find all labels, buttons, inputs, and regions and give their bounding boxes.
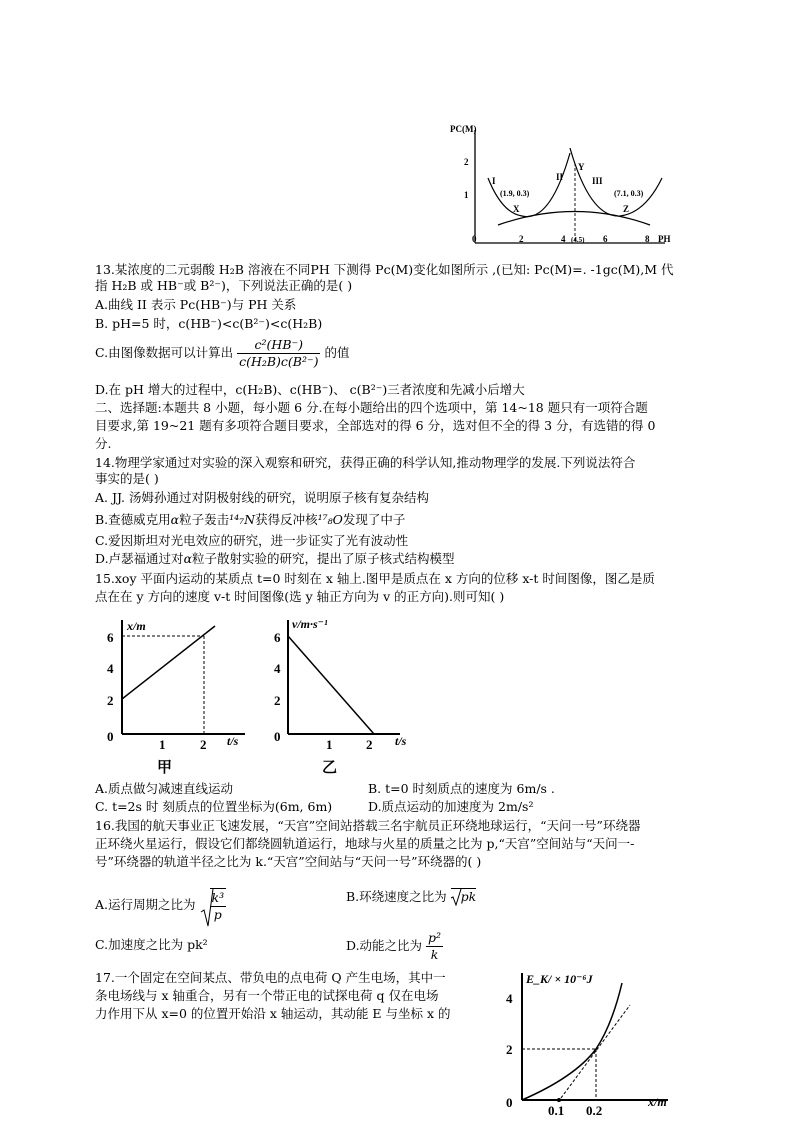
jia-caption: 甲 [157,760,173,776]
q13-option-a: A.曲线 II 表示 Pc(HB⁻)与 PH 关系 [95,297,297,312]
q14-option-d-suffix: 粒子散射实验的研究，提出了原子核式结构模型 [192,551,455,566]
pc-xtick-4: 4 [561,234,566,244]
q17-stem-line2: 条电场线与 x 轴重合，另有一个带正电的试探电荷 q 仅在电场 [95,988,439,1003]
section2-line1: 二、选择题:本题共 8 小题，每小题 6 分.在每小题给出的四个选项中，第 14~18 题只有一项符合题 [95,400,648,415]
jia-xtick-0: 0 [107,729,114,744]
q16-option-a-prefix: A.运行周期之比为 [95,897,196,912]
yi-ytick-6: 6 [274,630,281,645]
jia-xlabel: t/s [227,734,239,748]
jia-ytick-6: 6 [107,630,114,645]
q14-option-c: C.爱因斯坦对光电效应的研究，进一步证实了光有波动性 [95,533,409,548]
q16-option-d [346,930,443,963]
point-X-coord: (1.9, 0.3) [500,189,530,198]
pc-xtick-2: 2 [519,234,524,244]
q15-option-a: A.质点做匀减速直线运动 [95,781,234,796]
point-Y-label: Y [578,162,585,172]
ek-xlabel: x/m [648,1095,667,1109]
yi-xtick-2: 2 [366,737,373,752]
q14-option-b-prefix: B.查德威克用 [95,512,171,527]
section2-line2: 目要求,第 19~21 题有多项符合题目要求，全部选对的得 6 分，选对但不全的得 3 分，有选错的得 0 [95,418,656,433]
vt-graph-yi [270,612,420,777]
pc-xtick-45: (4.5) [571,236,585,244]
nitrogen-isotope: ¹⁴₇N [229,512,256,527]
q16-option-b-prefix: B.环绕速度之比为 [346,889,447,904]
q16-option-a-denominator: p [213,907,222,922]
q16-option-d-numerator: p² [428,930,442,945]
pc-xtick-0: 0 [472,234,477,244]
ek-ytick-2: 2 [506,1042,513,1057]
q16-option-a-numerator: k³ [211,890,225,905]
q16-stem-line3: 号”环绕器的轨道半径之比为 k.“天宫”空间站与“天问一号”环绕器的( ) [95,854,482,869]
q14-stem-line1: 14.物理学家通过对实验的深入观察和研究，获得正确的科学认知,推动物理学的发展.下列说法符合 [95,455,636,470]
q16-option-a-sqrt [200,888,227,923]
q16-stem-line2: 正环绕火星运行，假设它们都绕圆轨道运行，地球与火星的质量之比为 p,“天宫”空间站与“天问一- [95,836,635,851]
jia-ytick-4: 4 [107,661,114,676]
q14-option-b-suffix: 发现了中子 [342,512,406,527]
ek-x-graph [500,965,690,1120]
q13-option-c-denominator: c(H₂B)c(B²⁻) [239,354,319,369]
q15-option-c: C. t=2s 时 刻质点的位置坐标为(6m, 6m) [95,799,333,814]
pc-xlabel: PH [658,234,671,244]
ek-xtick-0: 0 [506,1095,513,1110]
q13-option-c-suffix: 的值 [324,345,350,360]
point-Z-coord: (7.1, 0.3) [614,189,644,198]
q13-option-c-fraction [237,337,320,370]
curve-label-I: I [492,176,496,186]
q14-option-d [95,551,455,567]
yi-line [288,636,374,734]
q13-stem-line2: 指 H₂B 或 HB⁻或 B²⁻)，下列说法正确的是( ) [95,278,353,293]
q13-stem-line1: 13.某浓度的二元弱酸 H₂B 溶液在不同PH 下测得 Pc(M)变化如图所示 ,(已知: Pc(M)=. -1gc(M),M 代 [95,262,674,277]
point-Z-label: Z [623,204,630,214]
q17-stem-line1: 17.一个固定在空间某点、带负电的点电荷 Q 产生电场，其中一 [95,970,446,985]
yi-xlabel: t/s [395,734,407,748]
pc-ytick-2: 2 [464,157,469,167]
yi-caption: 乙 [322,760,338,776]
pc-xtick-6: 6 [603,234,608,244]
pc-ylabel: PC(M) [450,124,477,134]
q15-option-b: B. t=0 时刻质点的速度为 6m/s . [368,781,555,796]
ek-xtick-01: 0.1 [548,1103,565,1118]
xt-graph-jia [105,612,260,777]
q15-option-d: D.质点运动的加速度为 2m/s² [368,799,534,814]
oxygen-isotope: ¹⁷₈O [317,512,343,527]
jia-ylabel: x/m [127,619,146,633]
q13-option-d: D.在 pH 增大的过程中，c(H₂B)、c(HB⁻)、 c(B²⁻)三者浓度和先减小后增大 [95,382,525,397]
q16-option-d-prefix: D.动能之比为 [346,938,423,953]
curve-III [570,148,662,216]
curve-label-II: II [556,172,564,182]
yi-ylabel: v/m·s⁻¹ [292,617,328,631]
q13-option-c [95,337,349,370]
q15-stem-line1: 15.xoy 平面内运动的某质点 t=0 时刻在 x 轴上.图甲是质点在 x 方向的位移 x-t 时间图像，图乙是质 [95,571,655,586]
q16-option-d-denominator: k [430,947,439,962]
q16-option-b-sqrt [451,888,477,905]
yi-xtick-1: 1 [326,737,333,752]
ek-xtick-02: 0.2 [586,1103,603,1118]
q16-option-a [95,888,226,923]
pc-xtick-8: 8 [645,234,650,244]
q14-option-a: A. JJ. 汤姆孙通过对阴极射线的研究，说明原子核有复杂结构 [95,490,429,505]
pc-ph-graph [440,118,680,258]
pc-ytick-1: 1 [464,190,469,200]
jia-xtick-2: 2 [200,737,207,752]
q13-option-b: B. pH=5 时，c(HB⁻)<c(B²⁻)<c(H₂B) [95,316,323,331]
ek-curve [522,983,622,1100]
q14-option-b-mid2: 获得反冲核 [255,512,318,527]
ek-ylabel: E_K/ × 10⁻⁶J [526,972,593,986]
q16-stem-line1: 16.我国的航天事业正飞速发展，“天宫”空间站搭载三名宇航员正环绕地球运行，“天问一号”环绕器 [95,818,641,833]
q13-option-c-numerator: c²(HB⁻) [237,337,320,354]
section2-line3: 分. [95,436,112,451]
jia-ytick-2: 2 [107,693,114,708]
yi-xtick-0: 0 [274,729,281,744]
q14-option-b-mid: 粒子轰击 [179,512,230,527]
yi-ytick-2: 2 [274,693,281,708]
curve-label-III: III [592,176,603,186]
q16-option-c: C.加速度之比为 pk² [95,937,208,952]
point-X-label: X [513,204,520,214]
yi-ytick-4: 4 [274,661,281,676]
q16-option-b [346,888,476,905]
ek-ytick-4: 4 [506,991,513,1006]
q15-stem-line2: 点在在 y 方向的速度 v-t 时间图像(选 y 轴正方向为 v 的正方向).则可知( ) [95,589,505,604]
alpha-symbol: α [170,512,180,527]
jia-xtick-1: 1 [159,737,166,752]
q14-option-b [95,512,405,528]
curve-I [488,153,570,217]
q14-option-d-prefix: D.卢瑟福通过对 [95,551,184,566]
jia-line [122,626,215,699]
q13-option-c-prefix: C.由图像数据可以计算出 [95,345,234,360]
q14-stem-line2: 事实的是( ) [95,471,159,486]
q16-option-b-radicand: pk [460,889,477,904]
q17-stem-line3: 力作用下从 x=0 的位置开始沿 x 轴运动，其动能 E 与坐标 x 的 [95,1006,451,1021]
alpha-symbol: α [183,551,193,566]
ek-tangent [558,1005,630,1102]
